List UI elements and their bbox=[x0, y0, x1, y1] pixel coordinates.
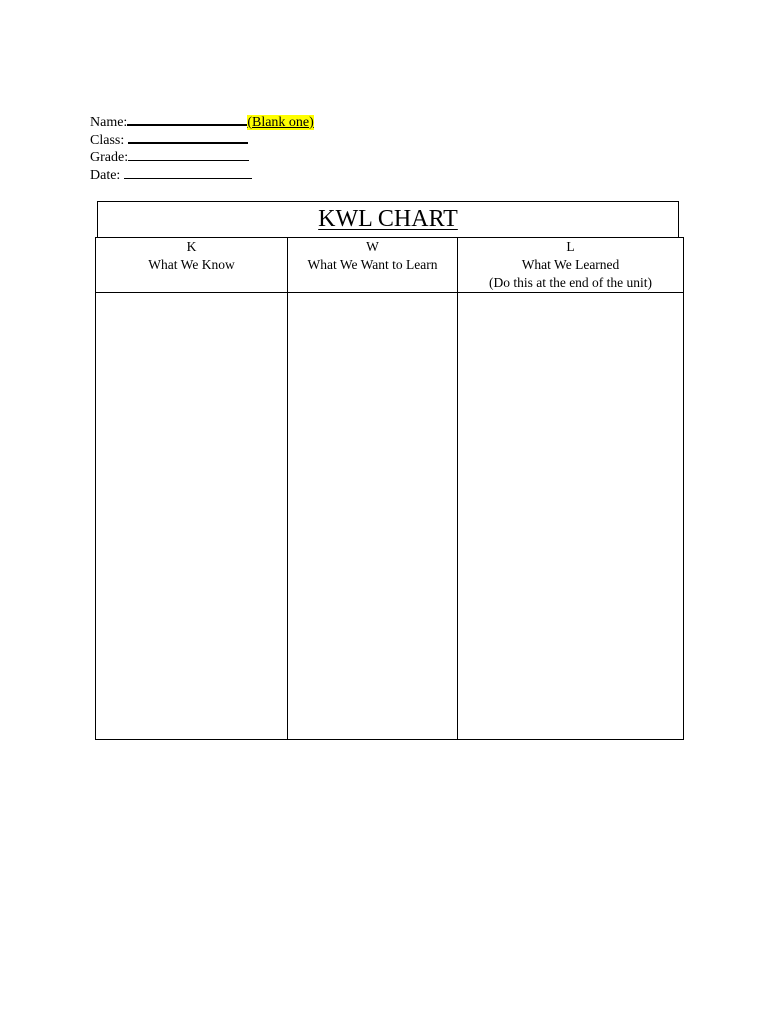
name-blank-line[interactable] bbox=[127, 112, 247, 126]
know-column-header bbox=[96, 238, 288, 293]
learned-heading: What We Learned bbox=[521, 257, 620, 272]
kwl-header-row bbox=[96, 238, 684, 293]
kwl-table bbox=[95, 237, 684, 740]
grade-blank-line[interactable] bbox=[128, 148, 249, 161]
learned-column-cell[interactable] bbox=[458, 293, 684, 740]
date-field-row bbox=[90, 166, 314, 184]
want-letter: W bbox=[366, 239, 379, 254]
class-field-row bbox=[90, 130, 314, 148]
name-note: (Blank one) bbox=[247, 115, 314, 130]
know-column-cell[interactable] bbox=[96, 293, 288, 740]
grade-label: Grade: bbox=[90, 150, 129, 165]
learned-column-header bbox=[458, 238, 684, 293]
learned-note: (Do this at the end of the unit) bbox=[488, 275, 653, 290]
know-letter: K bbox=[186, 239, 197, 254]
know-heading: What We Know bbox=[148, 257, 235, 272]
want-column-cell[interactable] bbox=[288, 293, 458, 740]
student-info-fields bbox=[90, 112, 314, 184]
kwl-body-row bbox=[96, 293, 684, 740]
date-blank-line[interactable] bbox=[124, 166, 252, 179]
name-field-row bbox=[90, 112, 314, 130]
chart-title: KWL CHART bbox=[318, 206, 458, 232]
name-label: Name: bbox=[90, 115, 128, 130]
grade-field-row bbox=[90, 148, 314, 166]
want-column-header bbox=[288, 238, 458, 293]
want-heading: What We Want to Learn bbox=[307, 257, 438, 272]
date-label: Date: bbox=[90, 168, 124, 183]
class-label: Class: bbox=[90, 133, 128, 148]
learned-letter: L bbox=[566, 239, 575, 254]
chart-title-box bbox=[97, 201, 679, 238]
class-blank-line[interactable] bbox=[128, 130, 248, 144]
